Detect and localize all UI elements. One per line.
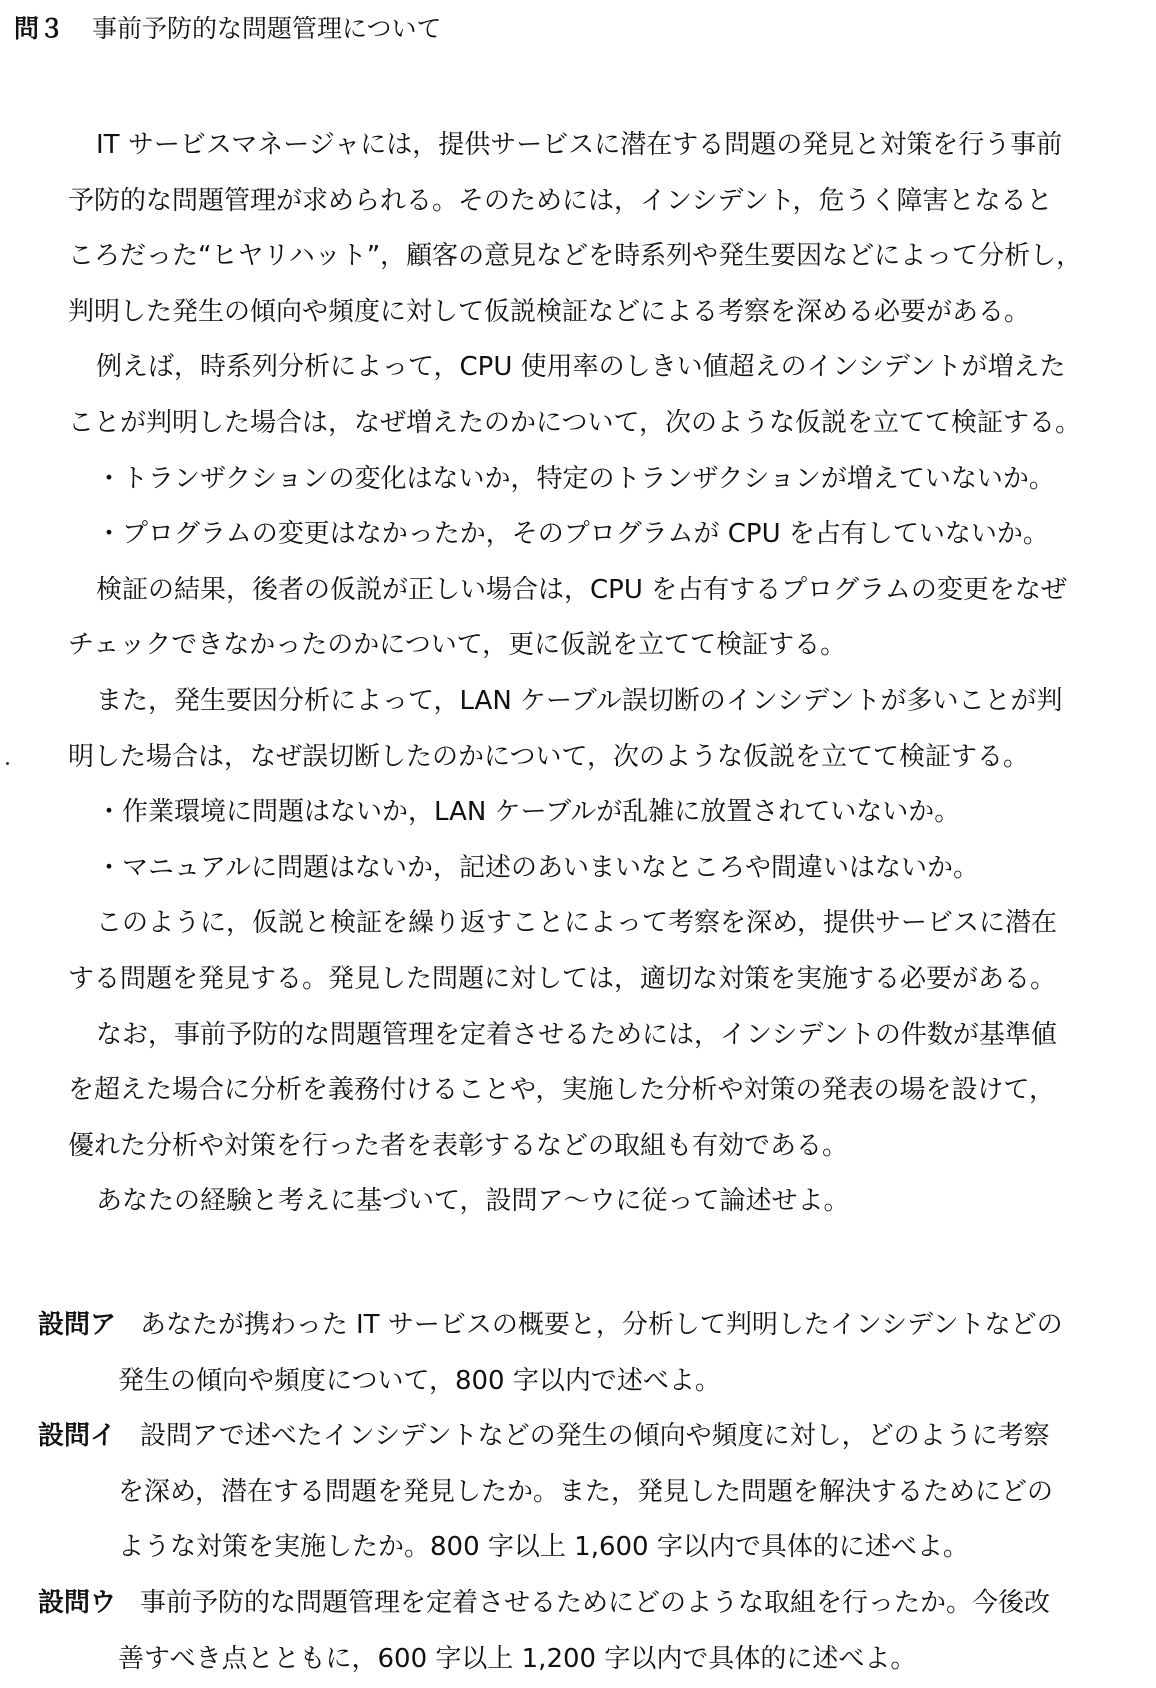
body-line: ころだった“ヒヤリハット”，顧客の意見などを時系列や発生要因などによって分析し，: [68, 241, 1083, 272]
body-line: あなたの経験と考えに基づいて，設問ア～ウに従って論述せよ。: [96, 1186, 850, 1217]
body-line: また，発生要因分析によって，LAN ケーブル誤切断のインシデントが多いことが判: [96, 685, 1063, 716]
sub-question: [38, 1576, 1148, 1687]
sub-question: [38, 1298, 1148, 1409]
sub-question-line: [38, 1409, 1148, 1465]
sub-question-label: 設問ア: [38, 1310, 117, 1340]
sub-question-text: を深め，潜在する問題を発見したか。また，発見した問題を解決するためにどの: [118, 1476, 1053, 1507]
sub-question-text: 善すべき点とともに，600 字以上 1,200 字以内で具体的に述べよ。: [118, 1643, 917, 1674]
sub-question-line: [38, 1520, 1148, 1576]
body-line: 例えば，時系列分析によって，CPU 使用率のしきい値超えのインシデントが増えた: [96, 352, 1066, 383]
body-line: 明した場合は，なぜ誤切断したのかについて，次のような仮説を立てて検証する。: [68, 741, 1029, 772]
sub-question-text: 発生の傾向や頻度について，800 字以内で述べよ。: [118, 1365, 721, 1396]
question-number: 問３: [14, 14, 65, 43]
bullet-line: ・プログラムの変更はなかったか，そのプログラムが CPU を占有していないか。: [96, 519, 1049, 550]
body-line: チェックできなかったのかについて，更に仮説を立てて検証する。: [68, 630, 847, 661]
body-line: 予防的な問題管理が求められる。そのためには，インシデント，危うく障害となると: [68, 185, 1053, 216]
sub-question-text: 設問アで述べたインシデントなどの発生の傾向や頻度に対し，どのように考察: [140, 1421, 1050, 1452]
question-header: [14, 12, 442, 46]
stray-dot: [6, 762, 9, 765]
body-line: 優れた分析や対策を行った者を表彰するなどの取組も有効である。: [68, 1130, 849, 1161]
sub-question-line: [38, 1354, 1148, 1410]
body-line: を超えた場合に分析を義務付けることや，実施した分析や対策の発表の場を設けて，: [68, 1075, 1055, 1106]
body-line: このように，仮説と検証を繰り返すことによって考察を深め，提供サービスに潜在: [96, 908, 1057, 939]
sub-question-label: 設問イ: [38, 1421, 117, 1452]
sub-question-line: [38, 1576, 1148, 1632]
body-line: する問題を発見する。発見した問題に対しては，適切な対策を実施する必要がある。: [68, 963, 1057, 994]
sub-questions: [38, 1298, 1148, 1687]
sub-question-line: [38, 1632, 1148, 1688]
sub-question-label: 設問ウ: [38, 1587, 117, 1618]
body-line: 検証の結果，後者の仮説が正しい場合は，CPU を占有するプログラムの変更をなぜ: [96, 574, 1067, 605]
sub-question: [38, 1409, 1148, 1576]
sub-question-text: ような対策を実施したか。800 字以上 1,600 字以内で具体的に述べよ。: [118, 1532, 969, 1563]
sub-question-text: 事前予防的な問題管理を定着させるためにどのような取組を行ったか。今後改: [140, 1587, 1051, 1618]
question-title: 事前予防的な問題管理について: [92, 14, 442, 43]
sub-question-text: あなたが携わった IT サービスの概要と，分析して判明したインシデントなどの: [140, 1310, 1063, 1340]
body-line: IT サービスマネージャには，提供サービスに潜在する問題の発見と対策を行う事前: [96, 130, 1063, 160]
question-body: [68, 118, 1148, 1230]
body-line: なお，事前予防的な問題管理を定着させるためには，インシデントの件数が基準値: [96, 1019, 1057, 1050]
bullet-line: ・マニュアルに問題はないか，記述のあいまいなところや間違いはないか。: [96, 852, 979, 883]
sub-question-line: [38, 1298, 1148, 1354]
bullet-line: ・作業環境に問題はないか，LAN ケーブルが乱雑に放置されていないか。: [96, 797, 961, 828]
body-line: ことが判明した場合は，なぜ増えたのかについて，次のような仮説を立てて検証する。: [68, 407, 1081, 438]
bullet-line: ・トランザクションの変化はないか，特定のトランザクションが増えていないか。: [96, 463, 1055, 494]
body-line: 判明した発生の傾向や頻度に対して仮説検証などによる考察を深める必要がある。: [68, 296, 1031, 327]
sub-question-line: [38, 1465, 1148, 1521]
